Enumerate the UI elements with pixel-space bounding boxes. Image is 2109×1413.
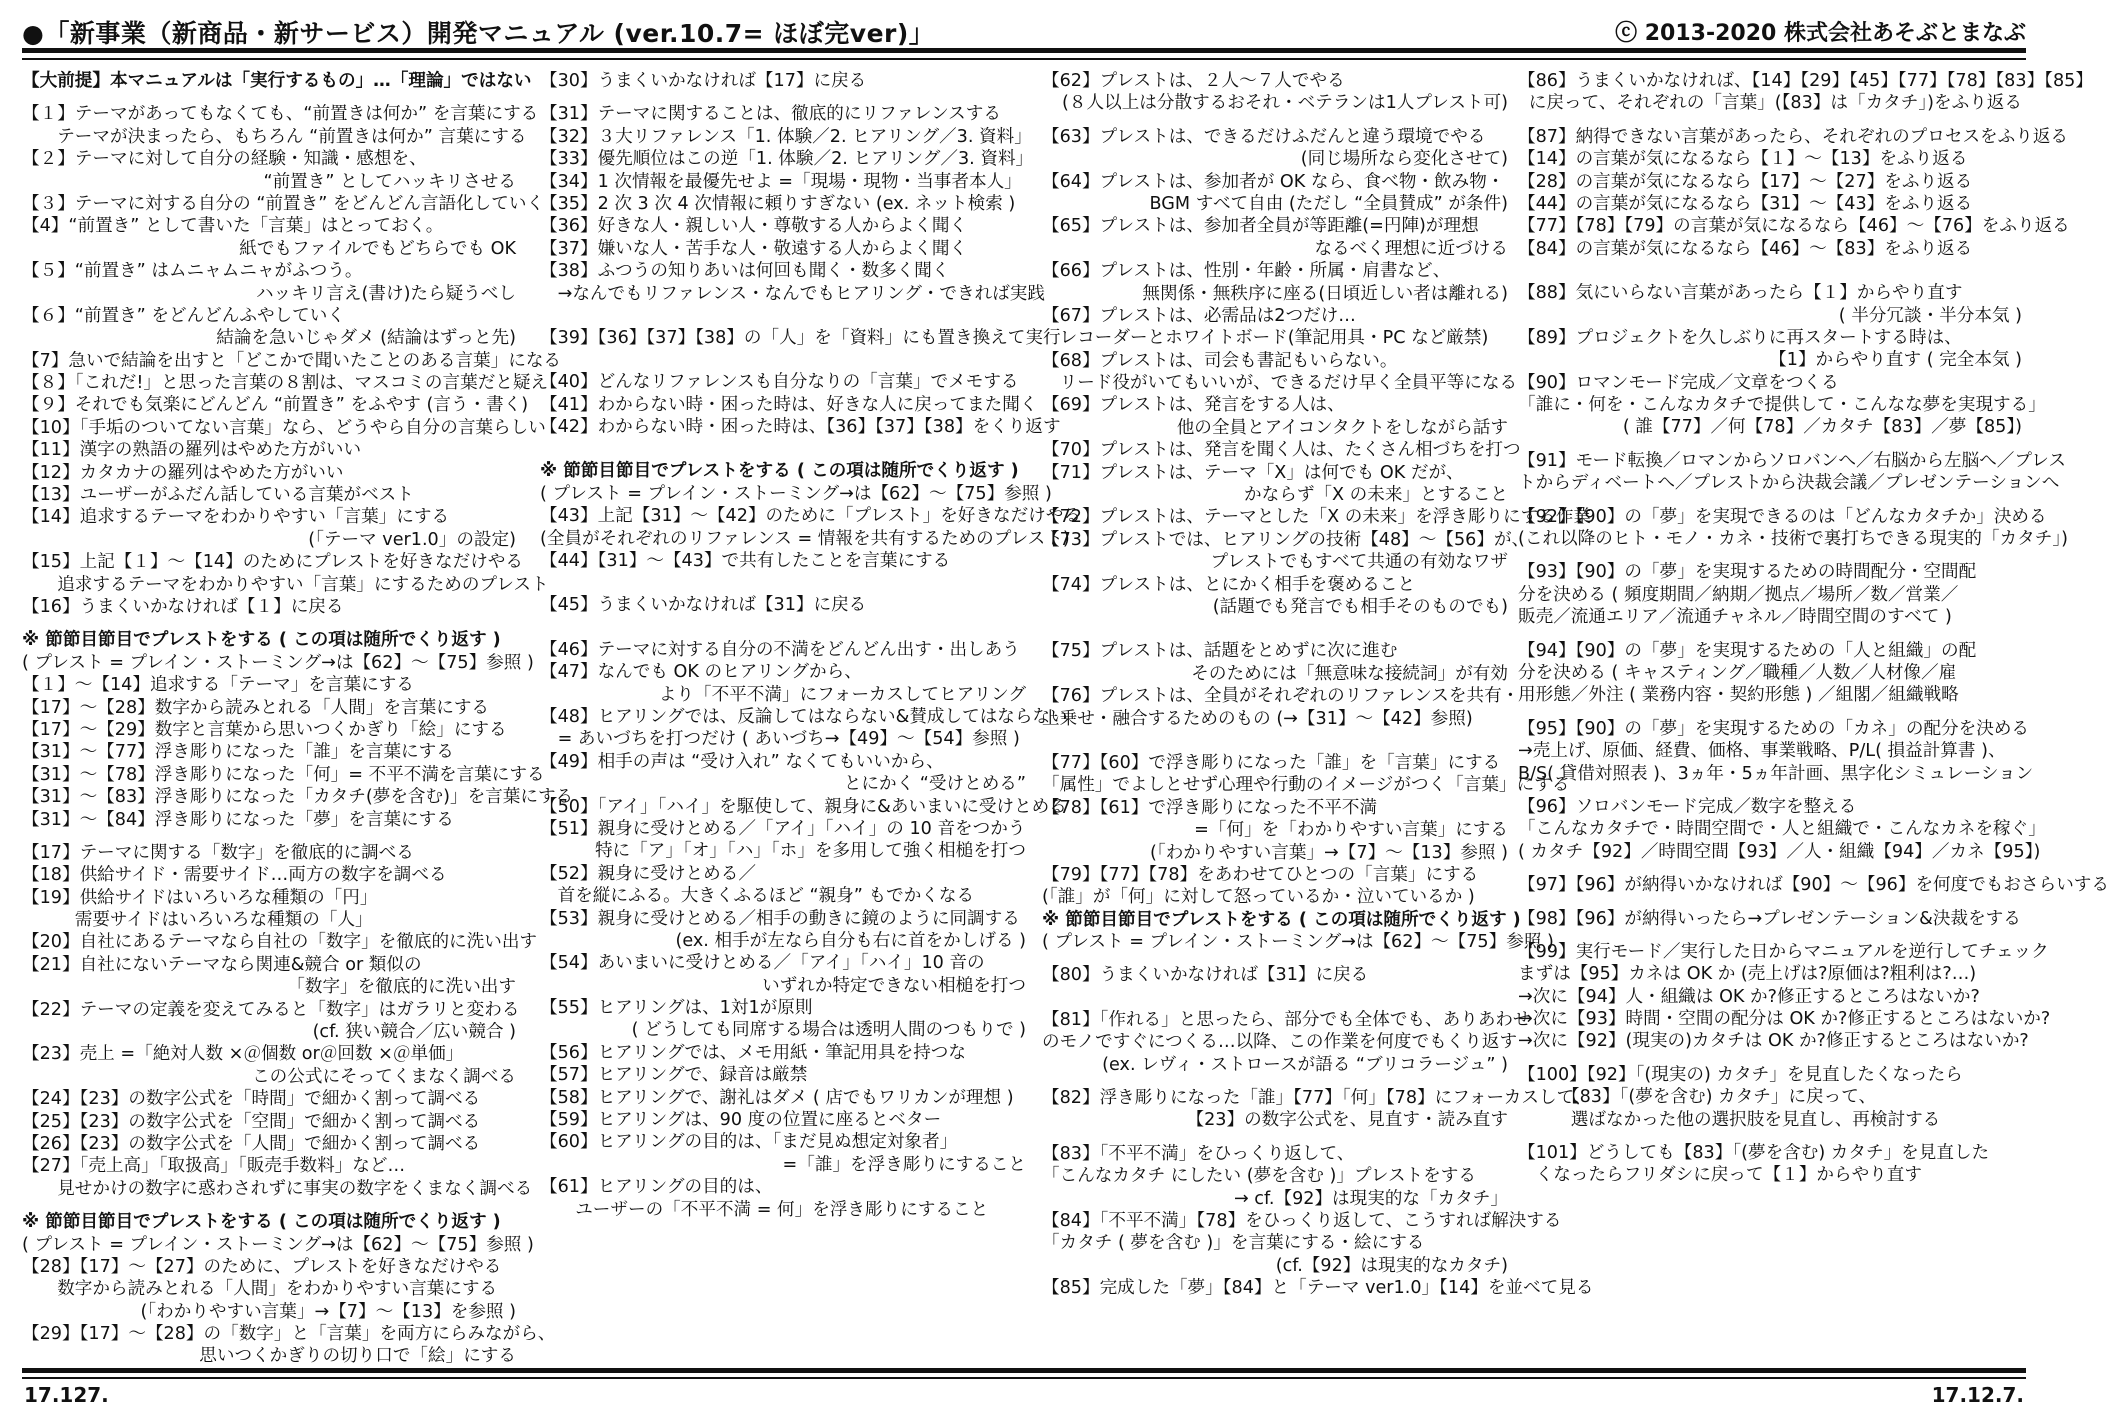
manual-line: 【86】うまくいかなければ、【14】【29】【45】【77】【78】【83】【85】 <box>1518 71 2093 91</box>
manual-line: 【23】の数字公式を、見直す・読み直す <box>1186 1110 1508 1131</box>
manual-line: 【31】〜【83】浮き彫りになった「カタチ(夢を含む)」を言葉にする <box>22 787 574 808</box>
manual-line: レコーダーとホワイトボード(筆記用具・PC など厳禁) <box>1042 328 1489 349</box>
manual-line: ※ 節節目節目でプレストをする ( この項は随所でくり返す ) <box>1042 909 1521 930</box>
line-spacer <box>1042 629 1512 640</box>
manual-line: 【35】2 次 3 次 4 次情報に頼りすぎない (ex. ネット検索 ) <box>540 193 1016 214</box>
manual-line: 見せかけの数字に惑わされずに事実の数字をくまなく調べる <box>22 1178 533 1199</box>
line-spacer <box>540 583 1030 594</box>
line-spacer <box>1042 953 1512 964</box>
manual-line: 【20】自社にあるテーマなら自社の「数字」を徹底的に洗い出す <box>22 932 538 953</box>
manual-line: 【83】「(夢を含む) カタチ」に戻って、 <box>1518 1087 1877 1108</box>
manual-line: 「誰に・何を・こんなカタチで提供して・こんなな夢を実現する」 <box>1518 395 2046 416</box>
manual-line: 【18】供給サイド・需要サイド…両方の数字を調べる <box>22 865 447 886</box>
manual-line: 【38】ふつうの知りあいは何回も聞く・数多く聞く <box>540 261 950 282</box>
line-spacer <box>1518 271 2026 282</box>
manual-line: 【36】好きな人・親しい人・尊敬する人からよく聞く <box>540 216 968 237</box>
manual-line: に戻って、それぞれの「言葉」(【83】は「カタチ」)をふり返る <box>1528 93 2022 114</box>
line-spacer <box>1518 1131 2026 1142</box>
manual-line: 【31】〜【78】浮き彫りになった「何」= 不平不満を言葉にする <box>22 764 545 785</box>
manual-line: 【84】の言葉が気になるなら【46】〜【83】をふり返る <box>1518 238 1973 259</box>
manual-line: ( プレスト = プレイン・ストーミング→は【62】〜【75】参照 ) <box>1042 932 1554 953</box>
manual-line: この公式にそってくまなく調べる <box>252 1066 516 1087</box>
line-spacer <box>540 572 1030 583</box>
line-spacer <box>1042 1132 1512 1143</box>
manual-line: 【27】「売上高」「取扱高」「販売手数料」など… <box>22 1156 406 1177</box>
manual-line: 選ばなかった他の選択肢を見直し、再検討する <box>1518 1109 1941 1130</box>
manual-line: 【7】急いで結論を出すと「どこかで聞いたことのある言葉」になる <box>22 350 562 371</box>
manual-line: =「誰」を浮き彫りにすること <box>782 1154 1026 1175</box>
manual-line: 他の全員とアイコンタクトをしながら話す <box>1176 417 1508 438</box>
manual-line: 販売／流通エリア／流通チャネル／時間空間のすべて ) <box>1518 607 1952 628</box>
manual-line: 【83】「不平不満」をひっくり返して、 <box>1042 1143 1355 1164</box>
line-spacer <box>540 438 1030 449</box>
manual-line: 【25】【23】の数字公式を「空間」で細かく割って調べる <box>22 1111 481 1132</box>
manual-line: ( カタチ【92】／時間空間【93】／人・組織【94】／カネ【95】) <box>1518 841 2041 862</box>
manual-line: 【64】プレストは、参加者が OK なら、食べ物・飲み物・ <box>1042 171 1505 192</box>
manual-line: (「誰」が「何」に対して怒っているか・泣いているか ) <box>1042 887 1475 908</box>
manual-line: そのためには「無意味な接続詞」が有効 <box>1191 663 1508 684</box>
manual-line: 【44】【31】〜【43】で共有したことを言葉にする <box>540 551 951 572</box>
manual-line: (「わかりやすい言葉」→【7】〜【13】を参照 ) <box>140 1301 516 1322</box>
manual-line: 【14】追求するテーマをわかりやすい「言葉」にする <box>22 507 450 528</box>
manual-line: (「わかりやすい言葉」→【7】〜【13】参照 ) <box>1150 842 1508 863</box>
manual-line: トからディベートへ／プレストから決裁会議／プレゼンテーションへ <box>1518 473 2060 494</box>
manual-line: 【32】３大リファレンス「1. 体験／2. ヒアリング／3. 資料」 <box>540 126 1032 147</box>
manual-line: 【41】わからない時・困った時は、好きな人に戻ってまた聞く <box>540 394 1038 415</box>
manual-line: 【44】の言葉が気になるなら【31】〜【43】をふり返る <box>1518 193 1973 214</box>
line-spacer <box>540 449 1030 460</box>
line-spacer <box>1518 897 2026 908</box>
manual-line: →次に【94】人・組織は OK か?修正するところはないか? <box>1518 986 1980 1007</box>
manual-line: →次に【93】時間・空間の配分は OK か?修正するところはないか? <box>1518 1009 2051 1030</box>
manual-line: →売上げ、原価、経費、価格、事業戦略、P/L( 損益計算書 )、 <box>1518 741 2006 762</box>
manual-line: 【66】プレストは、性別・年齢・所属・肩書など、 <box>1042 261 1451 282</box>
manual-line: 「数字」を徹底的に洗い出す <box>287 977 516 998</box>
manual-line: 【31】〜【77】浮き彫りになった「誰」を言葉にする <box>22 742 454 763</box>
manual-line: =「何」を「わかりやすい言葉」にする <box>1194 820 1508 841</box>
manual-line: 【94】【90】の「夢」を実現するための「人と組織」の配 <box>1518 640 1977 661</box>
manual-line: 【42】わからない時・困った時は、【36】【37】【38】をくり返す <box>540 417 1061 438</box>
manual-line: とにかく “受けとめる” <box>843 774 1026 795</box>
manual-line: 【24】【23】の数字公式を「時間」で細かく割って調べる <box>22 1089 481 1110</box>
manual-line: 【95】【90】の「夢」を実現するための「カネ」の配分を決める <box>1518 718 2030 739</box>
page-header <box>22 8 2026 48</box>
manual-line: くなったらフリダシに戻って【１】からやり直す <box>1518 1165 1922 1186</box>
manual-line: 【６】“前置き” をどんどんふやしていく <box>22 305 345 326</box>
manual-line: 【81】「作れる」と思ったら、部分でも全体でも、ありあわせ <box>1042 1009 1531 1030</box>
manual-line: ユーザーの「不平不満 = 何」を浮き彫りにすること <box>540 1199 989 1220</box>
line-spacer <box>540 360 1030 371</box>
manual-line: 【34】1 次情報を最優先せよ =「現場・現物・当事者本人」 <box>540 171 1022 192</box>
manual-line: 【90】ロマンモード完成／文章をつくる <box>1518 372 1839 393</box>
line-spacer <box>540 349 1030 360</box>
manual-line: 【71】プレストは、テーマ「X」は何でも OK だが、 <box>1042 462 1464 483</box>
manual-line: 【31】テーマに関することは、徹底的にリファレンスする <box>540 104 1001 125</box>
line-spacer <box>1518 495 2026 506</box>
bottom-rule <box>22 1368 2026 1373</box>
manual-line: (これ以降のヒト・モノ・カネ・技術で裏打ちできる現実的「カタチ」) <box>1518 529 2068 550</box>
manual-line: ( 半分冗談・半分本気 ) <box>1838 305 2022 326</box>
manual-line: 【17】テーマに関する「数字」を徹底的に調べる <box>22 842 414 863</box>
manual-line: 分を決める ( 頻度期間／納期／拠点／場所／数／営業／ <box>1518 584 1959 605</box>
manual-line: (cf. 狭い競合／広い競合 ) <box>312 1022 516 1043</box>
manual-line: リード役がいてもいいが、できるだけ早く全員平等になる <box>1042 373 1518 394</box>
manual-line: 【96】ソロバンモード完成／数字を整える <box>1518 796 1857 817</box>
line-spacer <box>1518 260 2026 271</box>
column-4 <box>1518 70 2109 1360</box>
manual-line: 【4】“前置き” として書いた「言葉」はとっておく。 <box>22 216 444 237</box>
manual-line: 【85】完成した「夢」【84】と「テーマ ver1.0」【14】を並べて見る <box>1042 1278 1594 1299</box>
manual-line: 【98】【96】が納得いったら→プレゼンテーション&決裁をする <box>1518 908 2021 929</box>
manual-line: 【60】ヒアリングの目的は、「まだ見ぬ想定対象者」 <box>540 1132 958 1153</box>
manual-line: 【82】浮き彫りになった「誰」【77】「何」【78】にフォーカスして、 <box>1042 1088 1592 1109</box>
manual-line: (全員がそれぞれのリファレンス = 情報を共有するためのプレスト) <box>540 528 1070 549</box>
manual-line: (「テーマ ver1.0」の設定) <box>308 529 516 550</box>
manual-line: 【54】あいまいに受けとめる／「アイ」「ハイ」10 音の <box>540 953 985 974</box>
manual-line: 【49】相手の声は “受け入れ” なくてもいいから、 <box>540 751 944 772</box>
manual-line: BGM すべて自由 (ただし “全員賛成” が条件) <box>1149 193 1508 214</box>
manual-line: ハッキリ言え(書け)たら疑うべし <box>255 283 516 304</box>
manual-line: 【11】漢字の熟語の羅列はやめた方がいい <box>22 440 362 461</box>
manual-line: 【１】テーマがあってもなくても、“前置きは何か” を言葉にする <box>22 104 539 125</box>
line-spacer <box>1518 629 2026 640</box>
manual-line: 【99】実行モード／実行した日からマニュアルを逆行してチェック <box>1518 941 2049 962</box>
line-spacer <box>540 628 1030 639</box>
manual-line: 【100】【92】「(現実の) カタチ」を見直したくなったら <box>1518 1064 1963 1085</box>
column-2 <box>540 70 1081 1360</box>
manual-line: 【19】供給サイドはいろいろな種類の「円」 <box>22 887 378 908</box>
manual-line: 【31】〜【84】浮き彫りになった「夢」を言葉にする <box>22 809 454 830</box>
footer-date-right: 17.12.7. <box>1931 1383 2024 1407</box>
manual-line: 【89】プロジェクトを久しぶりに再スタートする時は、 <box>1518 327 1962 348</box>
manual-line: 【13】ユーザーがふだん話している言葉がベスト <box>22 485 414 506</box>
line-spacer <box>1518 930 2026 941</box>
manual-line: ( プレスト = プレイン・ストーミング→は【62】〜【75】参照 ) <box>540 483 1052 504</box>
manual-line: テーマが決まったら、もちろん “前置きは何か” 言葉にする <box>22 126 527 147</box>
manual-line: 【39】【36】【37】【38】の「人」を「資料」にも置き換えて実行 <box>540 327 1061 348</box>
manual-line: 【97】【96】が納得いかなければ【90】〜【96】を何度でもおさらいする <box>1518 875 2109 896</box>
manual-line: 【92】【90】の「夢」を実現できるのは「どんなカタチか」決める <box>1518 506 2047 527</box>
manual-line: 紙でもファイルでもどちらでも OK <box>239 238 516 259</box>
manual-line: 需要サイドはいろいろな種類の「人」 <box>22 910 373 931</box>
manual-line: (ex. 相手が左なら自分も右に首をかしげる ) <box>675 930 1026 951</box>
manual-line: 【76】プレストは、全員がそれぞれのリファレンスを共有・ <box>1042 686 1520 707</box>
manual-line: ※ 節節目節目でプレストをする ( この項は随所でくり返す ) <box>540 461 1019 482</box>
manual-line: 【30】うまくいかなければ【17】に戻る <box>540 71 867 91</box>
manual-line: 「カタチ ( 夢を含む )」を言葉にする・絵にする <box>1042 1233 1425 1254</box>
manual-line: 【84】「不平不満」【78】をひっくり返して、こうすれば解決する <box>1042 1210 1562 1231</box>
manual-line: 【８】「これだ!」と思った言葉の８割は、マスコミの言葉だと疑え <box>22 373 549 394</box>
manual-line: 【40】どんなリファレンスも自分なりの「言葉」でメモする <box>540 372 1019 393</box>
manual-line: 【75】プレストは、話題をとめずに次に進む <box>1042 641 1398 662</box>
manual-line: 【79】【77】【78】をあわせてひとつの「言葉」にする <box>1042 864 1479 885</box>
line-spacer <box>1518 707 2026 718</box>
manual-line: 【55】ヒアリングは、1対1が原則 <box>540 998 813 1019</box>
manual-line: 【72】プレストは、テーマとした「X の未来」を浮き彫りにする作業 <box>1042 507 1592 528</box>
manual-line: 【２】テーマに対して自分の経験・知識・感想を、 <box>22 149 427 170</box>
line-spacer <box>1042 998 1512 1009</box>
manual-line: いずれか特定できない相槌を打つ <box>762 975 1026 996</box>
line-spacer <box>1518 1053 2026 1064</box>
line-spacer <box>1518 115 2026 126</box>
manual-line: →なんでもリファレンス・なんでもヒアリング・できれば実践 <box>540 283 1045 304</box>
manual-line: 【58】ヒアリングで、謝礼はダメ ( 店でもワリカンが理想 ) <box>540 1087 1014 1108</box>
manual-line: 「こんなカタチで・時間空間で・人と組織で・こんなカネを稼ぐ」 <box>1518 819 2046 840</box>
manual-line: 【45】うまくいかなければ【31】に戻る <box>540 595 867 616</box>
manual-line: まずは【95】カネは OK か (売上げは?原価は?粗利は?…) <box>1518 964 1977 985</box>
manual-line: 【62】プレストは、２人〜７人でやる <box>1042 71 1345 91</box>
line-spacer <box>1518 863 2026 874</box>
manual-line: → cf.【92】は現実的な「カタチ」 <box>1233 1188 1508 1209</box>
manual-line: 【15】上記【１】〜【14】のためにプレストを好きなだけやる <box>22 552 523 573</box>
column-1 <box>22 70 574 1367</box>
manual-line: 【28】の言葉が気になるなら【17】〜【27】をふり返る <box>1518 171 1973 192</box>
manual-line: 【50】「アイ」「ハイ」を駆使して、親身に&あいまいに受けとめる <box>540 796 1067 817</box>
manual-line: 【37】嫌いな人・苦手な人・敬遠する人からよく聞く <box>540 238 968 259</box>
manual-line: なるべく理想に近づける <box>1314 238 1508 259</box>
manual-line: (cf.【92】は現実的なカタチ) <box>1275 1255 1508 1276</box>
manual-line: 【69】プレストは、発言をする人は、 <box>1042 395 1345 416</box>
manual-line: 【14】の言葉が気になるなら【１】〜【13】をふり返る <box>1518 149 1968 170</box>
manual-line: = あいづちを打つだけ ( あいづち→【49】〜【54】参照 ) <box>540 729 1020 750</box>
manual-line: 【78】【61】で浮き彫りになった不平不満 <box>1042 797 1378 818</box>
line-spacer <box>1042 741 1512 752</box>
manual-line: 【59】ヒアリングは、90 度の位置に座るとベター <box>540 1110 942 1131</box>
manual-line: 【３】テーマに対する自分の “前置き” をどんどん言語化していく <box>22 193 545 214</box>
manual-line: 【１】〜【14】追求する「テーマ」を言葉にする <box>22 675 414 696</box>
manual-line: ( 誰【77】／何【78】／カタチ【83】／夢【85】) <box>1622 417 2022 438</box>
manual-line: 思いつくかぎりの切り口で「絵」にする <box>199 1346 516 1367</box>
manual-line: 【26】【23】の数字公式を「人間」で細かく割って調べる <box>22 1133 481 1154</box>
line-spacer <box>1042 730 1512 741</box>
manual-line: より「不平不満」にフォーカスしてヒアリング <box>658 684 1026 705</box>
line-spacer <box>22 92 520 103</box>
line-spacer <box>22 618 520 629</box>
manual-line: 【17】〜【28】数字から読みとれる「人間」を言葉にする <box>22 697 490 718</box>
manual-line: のモノですぐにつくる…以降、この作業を何度でもくり返す <box>1042 1032 1518 1053</box>
manual-line: 「属性」でよしとせず心理や行動のイメージがつく「言葉」にする <box>1042 775 1570 796</box>
manual-line: “前置き” としてハッキリさせる <box>263 171 516 192</box>
manual-line: 【70】プレストは、発言を聞く人は、たくさん相づちを打つ <box>1042 440 1521 461</box>
manual-line: ※ 節節目節目でプレストをする ( この項は随所でくり返す ) <box>22 630 501 651</box>
manual-line: 【65】プレストは、参加者全員が等距離(=円陣)が理想 <box>1042 216 1479 237</box>
line-spacer <box>540 316 1030 327</box>
manual-line: (話題でも発言でも相手そのものでも) <box>1212 596 1508 617</box>
manual-line: 【77】【78】【79】の言葉が気になるなら【46】〜【76】をふり返る <box>1518 216 2070 237</box>
manual-line: 【88】気にいらない言葉があったら【１】からやり直す <box>1518 283 1963 304</box>
manual-line: ※ 節節目節目でプレストをする ( この項は随所でくり返す ) <box>22 1212 501 1233</box>
manual-line: 【57】ヒアリングで、録音は厳禁 <box>540 1065 808 1086</box>
manual-line: 【77】【60】で浮き彫りになった「誰」を「言葉」にする <box>1042 752 1501 773</box>
line-spacer <box>1042 618 1512 629</box>
manual-line: 無関係・無秩序に座る(日頃近しい者は離れる) <box>1142 283 1508 304</box>
line-spacer <box>540 617 1030 628</box>
manual-line: (同じ場所なら変化させて) <box>1300 149 1508 170</box>
manual-line: 【93】【90】の「夢」を実現するための時間配分・空間配 <box>1518 562 1977 583</box>
manual-line: 【101】どうしても【83】「(夢を含む) カタチ」を見直した <box>1518 1143 1990 1164</box>
manual-line: 【74】プレストは、とにかく相手を褒めること <box>1042 574 1416 595</box>
manual-line: 結論を急いじゃダメ (結論はずっと先) <box>216 328 516 349</box>
manual-line: 【17】〜【29】数字と言葉から思いつくかぎり「絵」にする <box>22 719 507 740</box>
manual-line: 【47】なんでも OK のヒアリングから、 <box>540 662 862 683</box>
manual-line: 【９】それでも気楽にどんどん “前置き” をふやす (言う・書く) <box>22 395 529 416</box>
footer-date-left: 17.127. <box>24 1383 109 1407</box>
manual-line: 用形態／外注 ( 業務内容・契約形態 ) ／組閣／組織戦略 <box>1518 685 1959 706</box>
manual-line: 【10】「手垢のついてない言葉」なら、どうやら自分の言葉らしい <box>22 417 546 438</box>
manual-line: 【22】テーマの定義を変えてみると「数字」はガラリと変わる <box>22 999 520 1020</box>
manual-line: 【73】プレストでは、ヒアリングの技術【48】〜【56】が、 <box>1042 529 1530 550</box>
manual-line: ( プレスト = プレイン・ストーミング→は【62】〜【75】参照 ) <box>22 652 534 673</box>
top-rule <box>22 48 2026 53</box>
manual-line: ( どうしても同席する場合は透明人間のつもりで ) <box>631 1020 1026 1041</box>
manual-line: ( プレスト = プレイン・ストーミング→は【62】〜【75】参照 ) <box>22 1234 534 1255</box>
manual-line: 【28】【17】〜【27】のために、プレストを好きなだけやる <box>22 1256 502 1277</box>
line-spacer <box>22 1200 520 1211</box>
manual-line: 【48】ヒアリングでは、反論してはならない&賛成してはならない <box>540 706 1068 727</box>
document-title: ●「新事業（新商品・新サービス）開発マニュアル (ver.10.7= ほぼ完ver)」 <box>22 19 935 48</box>
manual-line: 追求するテーマをわかりやすい「言葉」にするためのプレスト <box>22 574 549 595</box>
manual-line: 首を縦にふる。大きくふるほど “親身” もでかくなる <box>540 886 975 907</box>
manual-line: 【63】プレストは、できるだけふだんと違う環境でやる <box>1042 126 1486 147</box>
manual-line: 【67】プレストは、必需品は2つだけ… <box>1042 305 1356 326</box>
manual-line: 特に「ア」「オ」「ハ」「ホ」を多用して強く相槌を打つ <box>594 841 1026 862</box>
manual-line: 【５】“前置き” はムニャムニャがふつう。 <box>22 261 363 282</box>
manual-line: 【68】プレストは、司会も書記もいらない。 <box>1042 350 1398 371</box>
manual-line: 【29】【17】〜【28】の「数字」と「言葉」を両方にらみながら、 <box>22 1324 556 1345</box>
manual-line: 【16】うまくいかなければ【１】に戻る <box>22 596 344 617</box>
line-spacer <box>1042 987 1512 998</box>
manual-line: 分を決める ( キャスティング／職種／人数／人材像／雇 <box>1518 662 1957 683</box>
manual-line: 【46】テーマに対する自分の不満をどんどん出す・出しあう <box>540 639 1020 660</box>
manual-line: 【51】親身に受けとめる／「アイ」「ハイ」の 10 音をつかう <box>540 818 1026 839</box>
manual-line: 【91】モード転換／ロマンからソロバンへ／右脳から左脳へ／プレス <box>1518 450 2066 471</box>
manual-line: 【53】親身に受けとめる／相手の動きに鏡のように同調する <box>540 908 1020 929</box>
bottom-rule-thin <box>22 1377 2026 1379</box>
line-spacer <box>1042 115 1512 126</box>
top-rule-thin <box>22 58 2026 60</box>
manual-line: 【大前提】本マニュアルは「実行するもの」…「理論」ではない <box>22 71 532 91</box>
manual-line: (ex. レヴィ・ストロースが語る “ブリコラージュ” ) <box>1102 1054 1508 1075</box>
manual-line: 【52】親身に受けとめる／ <box>540 863 756 884</box>
manual-line: 【1】からやり直す ( 完全本気 ) <box>1769 350 2022 371</box>
line-spacer <box>1518 439 2026 450</box>
line-spacer <box>540 92 1030 103</box>
manual-line: 【43】上記【31】〜【42】のために「プレスト」を好きなだけやる <box>540 506 1081 527</box>
manual-line: 上乗せ・融合するためのもの (→【31】〜【42】参照) <box>1042 708 1473 729</box>
line-spacer <box>1518 785 2026 796</box>
line-spacer <box>540 305 1030 316</box>
manual-line: (８人以上は分散するおそれ・ベテランは1人プレスト可) <box>1062 93 1508 114</box>
manual-line: 「こんなカタチ にしたい (夢を含む )」プレストをする <box>1042 1166 1476 1187</box>
column-3 <box>1042 70 1594 1360</box>
manual-line: →次に【92】(現実の)カタチは OK か?修正するところはないか? <box>1518 1031 2029 1052</box>
manual-line: 【87】納得できない言葉があったら、それぞれのプロセスをふり返る <box>1518 126 2069 147</box>
manual-line: 【12】カタカナの羅列はやめた方がいい <box>22 462 344 483</box>
line-spacer <box>1042 1076 1512 1087</box>
manual-line: 【21】自社にないテーマなら関連&競合 or 類似の <box>22 954 422 975</box>
manual-line: 【61】ヒアリングの目的は、 <box>540 1177 773 1198</box>
line-spacer <box>1518 550 2026 561</box>
manual-line: 【33】優先順位はこの逆「1. 体験／2. ヒアリング／3. 資料」 <box>540 149 1034 170</box>
manual-line: B/S( 貸借対照表 )、3ヵ年・5ヵ年計画、黒字化シミュレーション <box>1518 763 2034 784</box>
manual-line: プレストでもすべて共通の有効なワザ <box>1210 552 1508 573</box>
manual-line: 【80】うまくいかなければ【31】に戻る <box>1042 965 1369 986</box>
manual-line: 【56】ヒアリングでは、メモ用紙・筆記用具を持つな <box>540 1042 966 1063</box>
manual-line: かならず「X の未来」とすること <box>1244 485 1508 506</box>
manual-line: 【23】売上 =「絶対人数 ×＠個数 or＠回数 ×＠単価」 <box>22 1044 464 1065</box>
copyright-notice: ⓒ 2013-2020 株式会社あそぶとまなぶ <box>1615 21 2026 46</box>
line-spacer <box>22 831 520 842</box>
manual-line: 数字から読みとれる「人間」をわかりやすい言葉にする <box>22 1279 498 1300</box>
